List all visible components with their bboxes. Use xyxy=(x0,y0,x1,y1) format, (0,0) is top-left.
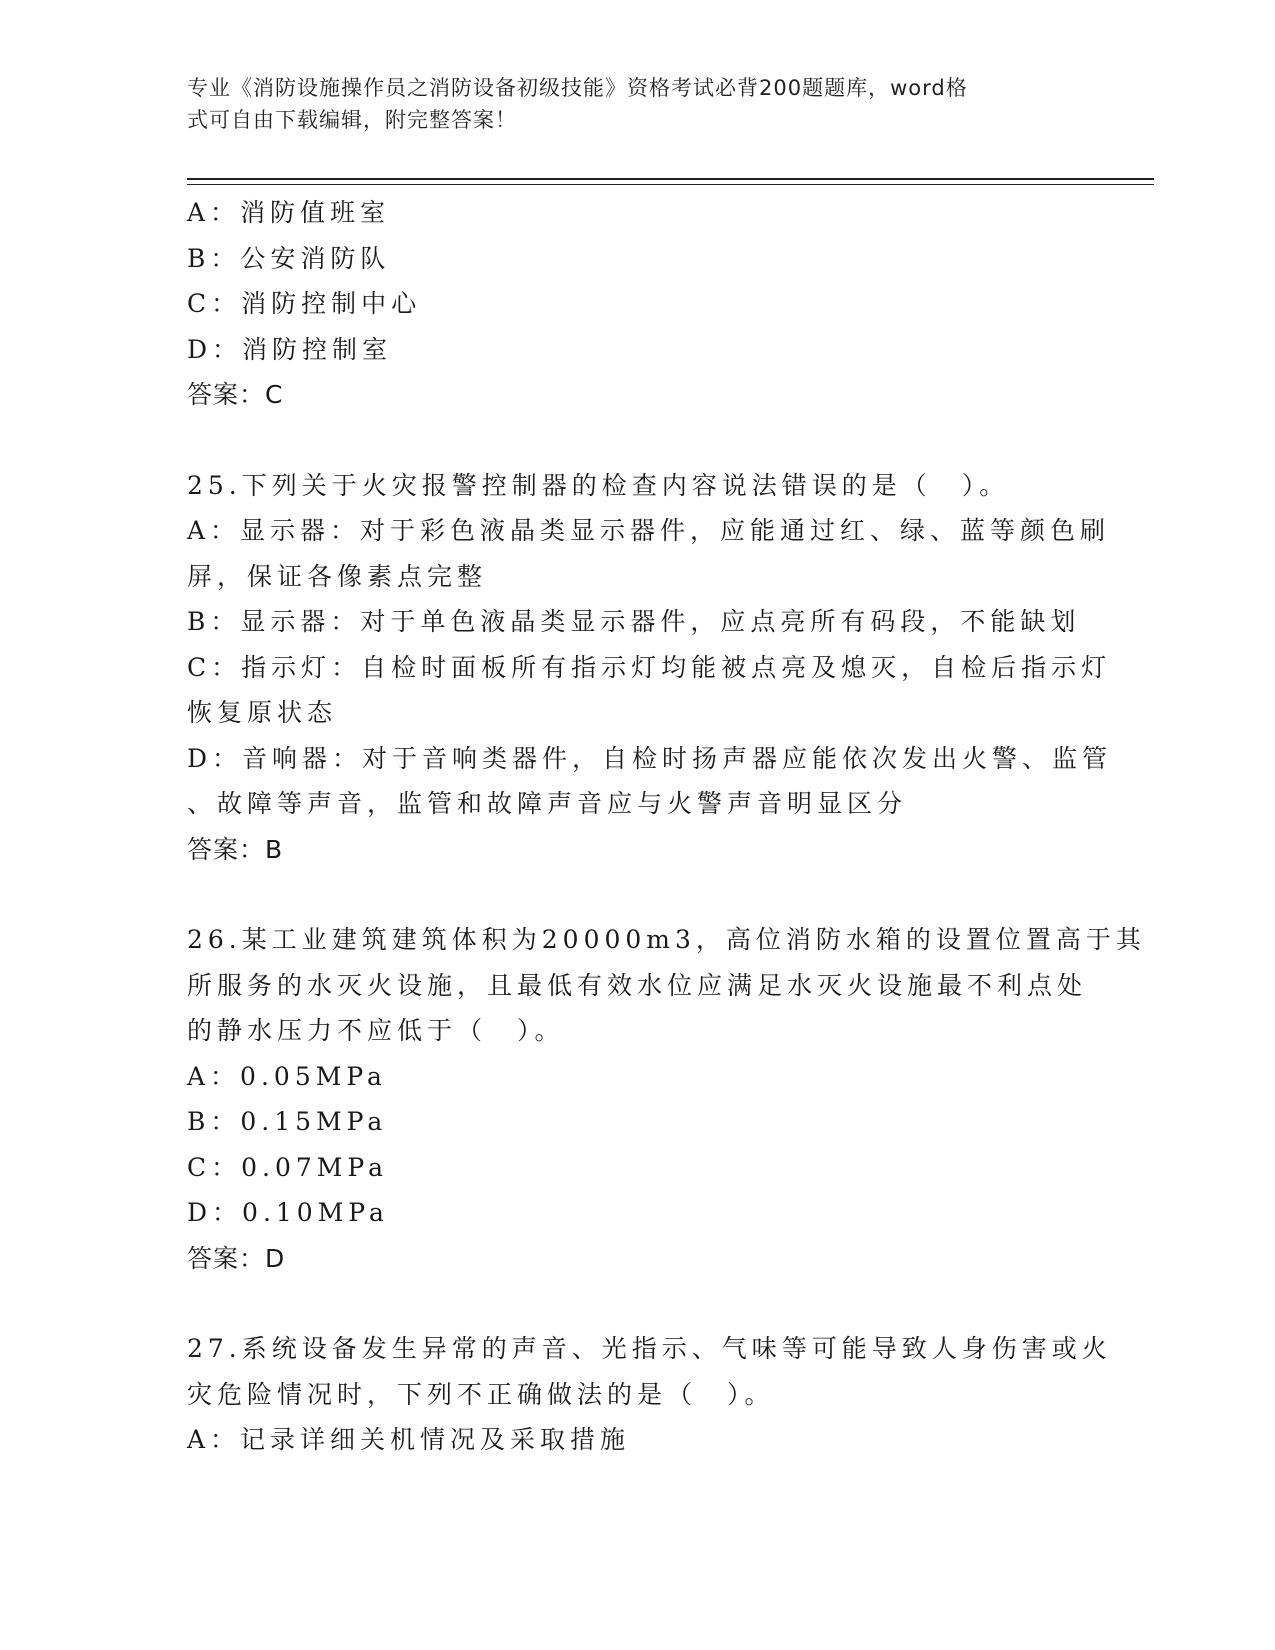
question-25 xyxy=(187,463,1113,873)
question-27 xyxy=(187,1326,1112,1463)
option-b: B：公安消防队 xyxy=(187,243,391,273)
option-d: D：消防控制室 xyxy=(187,334,393,364)
header-line-2: 式可自由下载编辑，附完整答案！ xyxy=(187,108,517,132)
answer-line: 答案：B xyxy=(187,834,284,864)
question-stem: 27.系统设备发生异常的声音、光指示、气味等可能导致人身伤害或火 xyxy=(187,1334,1112,1363)
answer-line: 答案：C xyxy=(187,380,284,409)
option-c: C：0.07MPa xyxy=(187,1152,388,1182)
question-24 xyxy=(187,190,1087,418)
option-a: A：0.05MPa xyxy=(187,1061,387,1091)
option-b: B：显示器：对于单色液晶类显示器件，应点亮所有码段，不能缺划 xyxy=(187,607,1081,636)
answer-line: 答案：D xyxy=(187,1243,286,1273)
option-c: C：指示灯：自检时面板所有指示灯均能被点亮及熄灭，自检后指示灯 xyxy=(187,652,1112,682)
spacer xyxy=(187,418,1087,463)
option-a: A：记录详细关机情况及采取措施 xyxy=(187,1425,631,1454)
header-divider-thin xyxy=(187,184,1154,185)
question-stem: 25.下列关于火灾报警控制器的检查内容说法错误的是（ ）。 xyxy=(187,470,1010,500)
question-stem-continued: 的静水压力不应低于（ ）。 xyxy=(187,1016,565,1045)
question-stem: 26.某工业建筑建筑体积为20000m3，高位消防水箱的设置位置高于其 xyxy=(187,925,1146,954)
option-b: B：0.15MPa xyxy=(187,1107,388,1136)
option-d-continued: 、故障等声音，监管和故障声音应与火警声音明显区分 xyxy=(187,789,908,818)
spacer xyxy=(187,1281,1087,1326)
spacer xyxy=(187,872,1087,917)
header-line-1: 专业《消防设施操作员之消防设备初级技能》资格考试必背200题题库，word格 xyxy=(187,76,968,100)
option-d: D：0.10MPa xyxy=(187,1198,389,1227)
option-d: D：音响器：对于音响类器件，自检时扬声器应能依次发出火警、监管 xyxy=(187,743,1113,773)
document-header xyxy=(187,72,1067,136)
question-content xyxy=(187,190,1146,1463)
option-a: A：消防值班室 xyxy=(187,198,391,227)
option-c: C：消防控制中心 xyxy=(187,289,422,318)
header-divider-thick xyxy=(187,178,1154,180)
option-a-continued: 屏，保证各像素点完整 xyxy=(187,561,488,591)
question-stem-continued: 灾危险情况时，下列不正确做法的是（ ）。 xyxy=(187,1379,775,1409)
option-c-continued: 恢复原状态 xyxy=(187,698,338,727)
question-stem-continued: 所服务的水灭火设施，且最低有效水位应满足水灭火设施最不利点处 xyxy=(187,970,1088,1000)
question-26 xyxy=(187,917,1146,1281)
option-a: A：显示器：对于彩色液晶类显示器件，应能通过红、绿、蓝等颜色刷 xyxy=(187,516,1111,545)
